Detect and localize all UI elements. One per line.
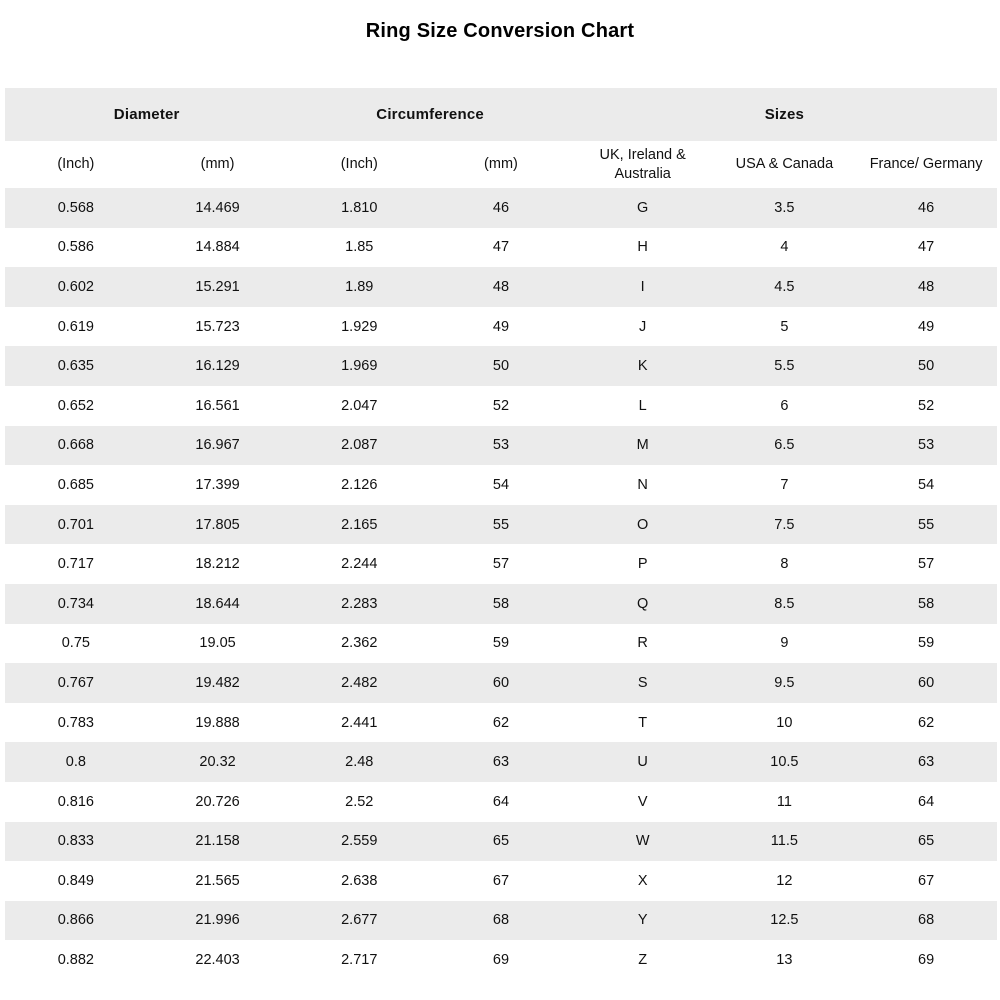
table-cell: 47 bbox=[918, 239, 935, 256]
table-cell: 12 bbox=[776, 872, 793, 889]
table-cell: 18.212 bbox=[195, 556, 240, 573]
table-cell: 11.5 bbox=[770, 833, 798, 850]
table-cell: 2.126 bbox=[341, 476, 378, 493]
table-cell: 0.619 bbox=[57, 318, 94, 335]
table-cell: 64 bbox=[918, 793, 935, 810]
table-cell: 62 bbox=[492, 714, 510, 731]
table-cell: 63 bbox=[918, 754, 935, 771]
table-cell: 2.559 bbox=[341, 833, 378, 850]
table-cell: N bbox=[637, 476, 648, 493]
table-cell: 68 bbox=[918, 912, 935, 929]
table-cell: 49 bbox=[918, 318, 935, 335]
table-cell: R bbox=[637, 635, 648, 652]
table-cell: 0.734 bbox=[57, 595, 94, 612]
table-cell: 55 bbox=[918, 516, 935, 533]
table-cell: 3.5 bbox=[774, 199, 795, 216]
table-cell: 2.677 bbox=[341, 912, 378, 929]
table-cell: U bbox=[637, 754, 648, 771]
table-cell: 2.441 bbox=[341, 714, 378, 731]
table-cell: 65 bbox=[918, 833, 935, 850]
table-cell: 54 bbox=[918, 476, 935, 493]
table-cell: 50 bbox=[492, 358, 510, 375]
table-cell: 9 bbox=[780, 635, 789, 652]
table-cell: P bbox=[637, 556, 648, 573]
table-cell: 2.047 bbox=[341, 397, 378, 414]
table-cell: 48 bbox=[918, 278, 935, 295]
table-cell: H bbox=[637, 239, 648, 256]
table-cell: 10.5 bbox=[770, 754, 799, 771]
column-header: UK, Ireland & Australia bbox=[599, 146, 686, 182]
table-cell: 60 bbox=[918, 674, 935, 691]
table-cell: 52 bbox=[492, 397, 510, 414]
table-cell: 2.087 bbox=[341, 437, 378, 454]
table-row bbox=[5, 663, 997, 703]
table-cell: X bbox=[637, 872, 648, 889]
table-cell: 67 bbox=[492, 872, 510, 889]
table-cell: 4.5 bbox=[774, 278, 795, 295]
column-header: USA & Canada bbox=[735, 156, 834, 172]
table-row bbox=[5, 426, 997, 466]
table-cell: 16.561 bbox=[195, 397, 240, 414]
table-cell: 0.586 bbox=[57, 239, 94, 256]
table-cell: 1.810 bbox=[341, 199, 378, 216]
table-cell: 19.05 bbox=[199, 635, 236, 652]
table-cell: 0.701 bbox=[57, 516, 94, 533]
table-row bbox=[5, 228, 997, 268]
table-cell: 0.849 bbox=[57, 872, 94, 889]
table-cell: V bbox=[637, 793, 648, 810]
table-cell: 0.75 bbox=[61, 635, 90, 652]
table-cell: 2.165 bbox=[341, 516, 378, 533]
table-row bbox=[5, 544, 997, 584]
table-cell: 17.805 bbox=[195, 516, 240, 533]
group-header-row bbox=[5, 88, 997, 141]
table-cell: 8 bbox=[780, 556, 789, 573]
table-cell: 62 bbox=[918, 714, 935, 731]
table-row bbox=[5, 742, 997, 782]
table-cell: 7 bbox=[780, 476, 789, 493]
table-cell: 57 bbox=[492, 556, 510, 573]
table-cell: 22.403 bbox=[195, 952, 240, 969]
table-cell: 0.816 bbox=[57, 793, 94, 810]
table-cell: 64 bbox=[492, 793, 510, 810]
table-cell: 58 bbox=[492, 595, 510, 612]
table-cell: 68 bbox=[492, 912, 510, 929]
table-cell: 16.967 bbox=[195, 437, 240, 454]
table-cell: 14.469 bbox=[195, 199, 240, 216]
table-cell: 55 bbox=[492, 516, 510, 533]
table-cell: 65 bbox=[492, 833, 510, 850]
table-cell: M bbox=[636, 437, 649, 454]
table-cell: 12.5 bbox=[770, 912, 799, 929]
table-cell: 6 bbox=[780, 397, 789, 414]
column-header: (mm) bbox=[200, 156, 235, 172]
table-cell: 7.5 bbox=[774, 516, 795, 533]
table-cell: 0.783 bbox=[57, 714, 94, 731]
table-cell: L bbox=[638, 397, 647, 414]
table-cell: 2.244 bbox=[341, 556, 378, 573]
column-header: (mm) bbox=[484, 156, 518, 172]
table-cell: 2.48 bbox=[345, 754, 374, 771]
table-cell: 21.996 bbox=[195, 912, 240, 929]
table-cell: 1.89 bbox=[345, 278, 374, 295]
table-cell: 21.158 bbox=[195, 833, 240, 850]
table-cell: 15.291 bbox=[195, 278, 240, 295]
table-cell: 47 bbox=[492, 239, 510, 256]
table-cell: 0.668 bbox=[57, 437, 94, 454]
table-cell: 60 bbox=[492, 674, 510, 691]
table-cell: 57 bbox=[918, 556, 935, 573]
table-body bbox=[5, 188, 997, 980]
table-cell: W bbox=[635, 833, 650, 850]
table-cell: O bbox=[637, 516, 649, 533]
table-cell: 69 bbox=[492, 952, 510, 969]
table-cell: 0.717 bbox=[57, 556, 94, 573]
table-cell: 59 bbox=[918, 635, 935, 652]
table-row bbox=[5, 386, 997, 426]
table-row bbox=[5, 346, 997, 386]
column-header: (Inch) bbox=[340, 156, 378, 172]
table-cell: 0.568 bbox=[57, 199, 94, 216]
table-cell: Q bbox=[637, 595, 649, 612]
table-cell: 2.717 bbox=[341, 952, 378, 969]
table-cell: 53 bbox=[918, 437, 935, 454]
table-cell: 46 bbox=[492, 199, 510, 216]
table-cell: 46 bbox=[918, 199, 935, 216]
table-cell: 0.652 bbox=[57, 397, 94, 414]
table-cell: 2.52 bbox=[345, 793, 374, 810]
table-cell: 16.129 bbox=[195, 358, 240, 375]
table-cell: 18.644 bbox=[195, 595, 240, 612]
table-row bbox=[5, 465, 997, 505]
table-cell: 8.5 bbox=[774, 595, 795, 612]
table-row bbox=[5, 703, 997, 743]
table-cell: 50 bbox=[918, 358, 935, 375]
table-cell: 59 bbox=[492, 635, 510, 652]
column-header: France/ Germany bbox=[869, 156, 983, 172]
table-row bbox=[5, 782, 997, 822]
table-cell: 11 bbox=[776, 793, 792, 810]
table-cell: 0.685 bbox=[57, 476, 94, 493]
table-cell: 14.884 bbox=[195, 239, 240, 256]
table-row bbox=[5, 822, 997, 862]
page-title: Ring Size Conversion Chart bbox=[365, 20, 635, 42]
table-cell: 54 bbox=[492, 476, 510, 493]
table-cell: 0.602 bbox=[57, 278, 94, 295]
table-row bbox=[5, 267, 997, 307]
table-cell: 69 bbox=[918, 952, 935, 969]
ring-size-conversion-table bbox=[5, 88, 997, 980]
table-cell: J bbox=[639, 318, 647, 335]
table-cell: 2.638 bbox=[341, 872, 378, 889]
table-cell: K bbox=[637, 358, 648, 375]
table-cell: 2.362 bbox=[341, 635, 378, 652]
table-cell: 63 bbox=[492, 754, 510, 771]
table-cell: 10 bbox=[776, 714, 793, 731]
table-cell: I bbox=[640, 278, 645, 295]
table-cell: T bbox=[638, 714, 648, 731]
column-header-row bbox=[5, 141, 997, 188]
table-cell: 20.32 bbox=[199, 754, 236, 771]
table-cell: 0.635 bbox=[57, 358, 94, 375]
table-cell: 21.565 bbox=[195, 872, 240, 889]
table-cell: 9.5 bbox=[774, 674, 795, 691]
table-cell: 0.866 bbox=[57, 912, 94, 929]
table-cell: 53 bbox=[492, 437, 510, 454]
table-cell: 49 bbox=[492, 318, 510, 335]
table-cell: 48 bbox=[492, 278, 510, 295]
table-row bbox=[5, 188, 997, 228]
table-cell: 58 bbox=[918, 595, 935, 612]
table-cell: 1.929 bbox=[341, 318, 378, 335]
table-cell: G bbox=[637, 199, 649, 216]
table-cell: 2.482 bbox=[341, 674, 378, 691]
table-cell: 13 bbox=[776, 952, 793, 969]
table-cell: Z bbox=[638, 952, 648, 969]
table-row bbox=[5, 307, 997, 347]
table-row bbox=[5, 505, 997, 545]
table-row bbox=[5, 624, 997, 664]
table-cell: 1.85 bbox=[345, 239, 374, 256]
group-header-circumference: Circumference bbox=[376, 106, 484, 123]
table-cell: Y bbox=[637, 912, 648, 929]
table-cell: 19.482 bbox=[195, 674, 240, 691]
group-header-diameter: Diameter bbox=[113, 106, 180, 123]
table-cell: 5 bbox=[780, 318, 789, 335]
table-head bbox=[5, 88, 997, 188]
table-cell: 52 bbox=[918, 397, 935, 414]
table-cell: 67 bbox=[918, 872, 935, 889]
table-cell: 4 bbox=[780, 239, 789, 256]
table-row bbox=[5, 940, 997, 980]
table-cell: 0.767 bbox=[57, 674, 94, 691]
table-cell: 5.5 bbox=[774, 358, 795, 375]
table-cell: 1.969 bbox=[341, 358, 378, 375]
group-header-sizes: Sizes bbox=[764, 106, 805, 123]
table-row bbox=[5, 584, 997, 624]
table-cell: 2.283 bbox=[341, 595, 378, 612]
table-cell: 15.723 bbox=[195, 318, 240, 335]
column-header: (Inch) bbox=[57, 156, 95, 172]
table-cell: 6.5 bbox=[774, 437, 795, 454]
table-cell: 0.8 bbox=[65, 754, 86, 771]
table-cell: 19.888 bbox=[195, 714, 240, 731]
table-cell: 17.399 bbox=[195, 476, 240, 493]
table-row bbox=[5, 901, 997, 941]
table-container bbox=[5, 88, 997, 980]
table-row bbox=[5, 861, 997, 901]
table-cell: S bbox=[637, 674, 648, 691]
table-cell: 0.882 bbox=[57, 952, 94, 969]
table-cell: 0.833 bbox=[57, 833, 94, 850]
table-cell: 20.726 bbox=[195, 793, 240, 810]
